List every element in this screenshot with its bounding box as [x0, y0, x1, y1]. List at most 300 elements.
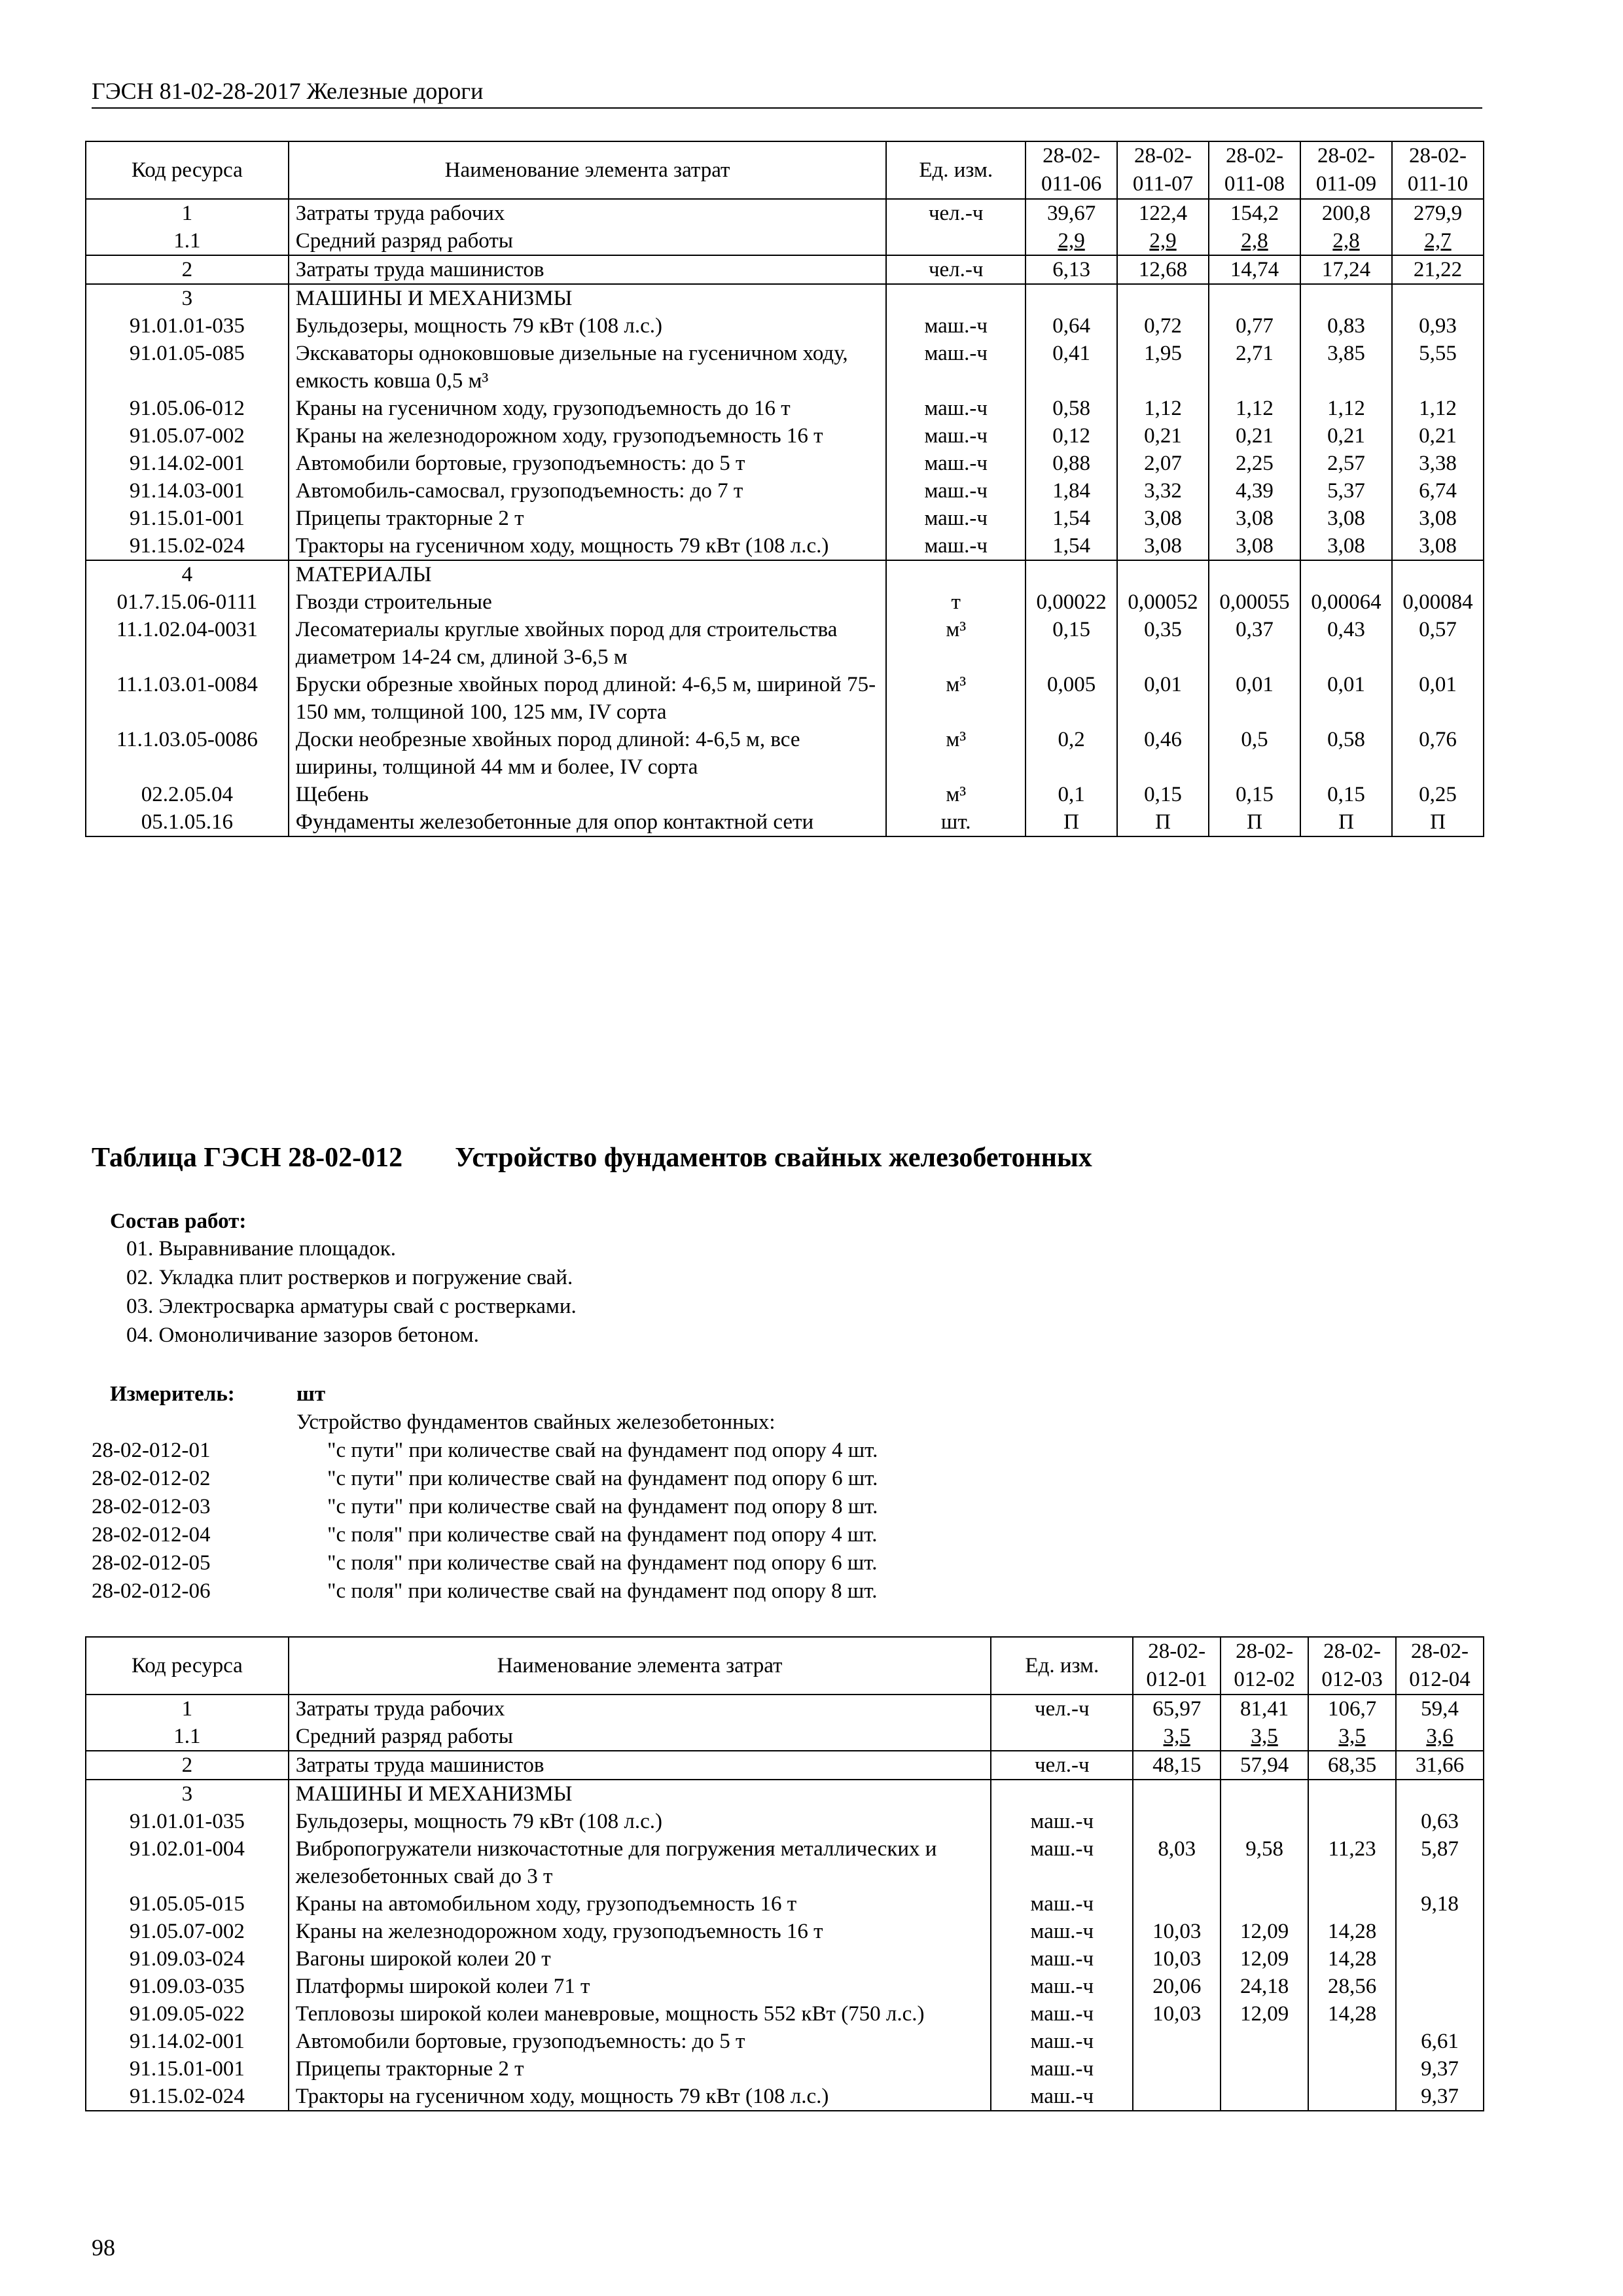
table-cell — [1300, 284, 1392, 312]
table-cell: 0,5 — [1209, 726, 1300, 781]
column-header: Код ресурса — [86, 1637, 289, 1695]
table-row — [86, 1808, 1484, 1835]
table-cell: Краны на гусеничном ходу, грузоподъемность до 16 т — [289, 395, 887, 422]
table-row — [86, 726, 1484, 781]
table-cell: 3,08 — [1300, 532, 1392, 560]
table-cell: 91.05.06-012 — [86, 395, 289, 422]
composition-item: 01. Выравнивание площадок. — [126, 1237, 397, 1261]
table-cell: 91.05.07-002 — [86, 422, 289, 450]
table-cell: Автомобили бортовые, грузоподъемность: до 5 т — [289, 450, 887, 477]
table-cell: 3 — [86, 284, 289, 312]
table-cell: 11.1.03.01-0084 — [86, 671, 289, 726]
measure-text: "с пути" при количестве свай на фундамент под опору 8 шт. — [327, 1495, 878, 1518]
measure-row — [92, 1523, 878, 1547]
table-cell: 3,08 — [1392, 532, 1484, 560]
table-cell — [886, 227, 1026, 255]
table-cell: Бульдозеры, мощность 79 кВт (108 л.с.) — [289, 1808, 991, 1835]
table-cell: 200,8 — [1300, 199, 1392, 227]
table-cell: 3,5 — [1308, 1723, 1396, 1751]
table-cell: 122,4 — [1117, 199, 1209, 227]
table-cell: Бульдозеры, мощность 79 кВт (108 л.с.) — [289, 312, 887, 340]
table-cell — [991, 1723, 1133, 1751]
table-cell: 05.1.05.16 — [86, 808, 289, 836]
table-cell: 91.01.01-035 — [86, 312, 289, 340]
measure-text: "с пути" при количестве свай на фундамент под опору 4 шт. — [327, 1439, 878, 1462]
table-cell — [1221, 2055, 1308, 2083]
table-cell: 2,9 — [1026, 227, 1117, 255]
table-row — [86, 477, 1484, 505]
table-cell: 0,46 — [1117, 726, 1209, 781]
table-cell: чел.-ч — [886, 255, 1026, 284]
table-cell — [1300, 560, 1392, 588]
table-cell: 3,08 — [1209, 532, 1300, 560]
table-cell — [1221, 1808, 1308, 1835]
table-row — [86, 284, 1484, 312]
table-cell: 91.15.01-001 — [86, 505, 289, 532]
measure-text: "с пути" при количестве свай на фундамент под опору 6 шт. — [327, 1467, 878, 1490]
measure-code: 28-02-012-03 — [92, 1495, 211, 1518]
table-cell: 106,7 — [1308, 1695, 1396, 1723]
table-cell: 28,56 — [1308, 1973, 1396, 2000]
table-cell: 91.02.01-004 — [86, 1835, 289, 1890]
table-cell: 9,58 — [1221, 1835, 1308, 1890]
table-cell: 5,55 — [1392, 340, 1484, 395]
column-header: Код ресурса — [86, 141, 289, 199]
measure-heading: Измеритель: — [110, 1382, 235, 1406]
table-cell: 3,32 — [1117, 477, 1209, 505]
table-cell: 3,85 — [1300, 340, 1392, 395]
table-row — [86, 450, 1484, 477]
table-cell: 91.05.07-002 — [86, 1918, 289, 1945]
table-row — [86, 781, 1484, 808]
table-cell: МАШИНЫ И МЕХАНИЗМЫ — [289, 1780, 991, 1808]
table-cell: 1,95 — [1117, 340, 1209, 395]
measure-description: Устройство фундаментов свайных железобетонных: — [296, 1410, 776, 1434]
table-cell: 1.1 — [86, 227, 289, 255]
table-cell: 57,94 — [1221, 1751, 1308, 1780]
table-cell: 0,83 — [1300, 312, 1392, 340]
table-cell: 2,9 — [1117, 227, 1209, 255]
table-cell: 2,25 — [1209, 450, 1300, 477]
column-header: Ед. изм. — [991, 1637, 1133, 1695]
table-row — [86, 1723, 1484, 1751]
table-cell: 3,38 — [1392, 450, 1484, 477]
column-header: 28-02-012-04 — [1396, 1637, 1484, 1695]
resource-table-28-02-011 — [85, 141, 1484, 837]
table-caption-label: Таблица ГЭСН 28-02-012 — [92, 1143, 403, 1173]
table-cell: Лесоматериалы круглые хвойных пород для строительства диаметром 14-24 см, длиной 3-6,5 м — [289, 616, 887, 671]
table-cell: 0,01 — [1117, 671, 1209, 726]
table-cell: Прицепы тракторные 2 т — [289, 505, 887, 532]
table-cell: П — [1117, 808, 1209, 836]
table-cell: 91.05.05-015 — [86, 1890, 289, 1918]
table-row — [86, 588, 1484, 616]
table-row — [86, 560, 1484, 588]
table-row — [86, 422, 1484, 450]
table-cell: 0,88 — [1026, 450, 1117, 477]
table-cell: 14,28 — [1308, 1918, 1396, 1945]
table-row — [86, 1780, 1484, 1808]
table-cell: 0,00052 — [1117, 588, 1209, 616]
table-cell: 91.01.01-035 — [86, 1808, 289, 1835]
table-cell: чел.-ч — [886, 199, 1026, 227]
page-number: 98 — [92, 2234, 115, 2261]
table-row — [86, 199, 1484, 227]
table-row — [86, 1945, 1484, 1973]
table-cell — [886, 284, 1026, 312]
table-cell: 2,07 — [1117, 450, 1209, 477]
table-cell: 2 — [86, 255, 289, 284]
table-cell: маш.-ч — [886, 312, 1026, 340]
table-cell: 0,00064 — [1300, 588, 1392, 616]
table-cell — [1396, 1945, 1484, 1973]
table-cell — [991, 1780, 1133, 1808]
table-cell: Фундаменты железобетонные для опор контактной сети — [289, 808, 887, 836]
table-cell: 0,15 — [1117, 781, 1209, 808]
table-cell — [1308, 2028, 1396, 2055]
table-row — [86, 255, 1484, 284]
table-cell: 65,97 — [1133, 1695, 1221, 1723]
table-cell: 9,37 — [1396, 2083, 1484, 2111]
table-cell: П — [1392, 808, 1484, 836]
measure-text: "с поля" при количестве свай на фундамент под опору 4 шт. — [327, 1523, 878, 1547]
column-header: 28-02-011-06 — [1026, 141, 1117, 199]
table-cell: Тракторы на гусеничном ходу, мощность 79 кВт (108 л.с.) — [289, 532, 887, 560]
column-header: 28-02-012-02 — [1221, 1637, 1308, 1695]
table-cell: маш.-ч — [886, 340, 1026, 395]
table-cell — [1133, 2028, 1221, 2055]
measure-text: "с поля" при количестве свай на фундамент под опору 8 шт. — [327, 1579, 878, 1603]
table-cell: П — [1300, 808, 1392, 836]
table-cell: 0,01 — [1300, 671, 1392, 726]
table-cell: 0,21 — [1392, 422, 1484, 450]
table-cell — [1396, 1918, 1484, 1945]
table-cell: 11,23 — [1308, 1835, 1396, 1890]
table-cell: 14,74 — [1209, 255, 1300, 284]
table-cell: маш.-ч — [991, 1890, 1133, 1918]
table-row — [86, 340, 1484, 395]
table-row — [86, 1973, 1484, 2000]
table-cell: 1 — [86, 199, 289, 227]
table-cell: 24,18 — [1221, 1973, 1308, 2000]
table-row — [86, 395, 1484, 422]
table-cell: Вибропогружатели низкочастотные для погружения металлических и железобетонных свай до 3 т — [289, 1835, 991, 1890]
table-cell: чел.-ч — [991, 1695, 1133, 1723]
table-cell: 0,15 — [1209, 781, 1300, 808]
table-row — [86, 671, 1484, 726]
table-cell: 02.2.05.04 — [86, 781, 289, 808]
table-row — [86, 2083, 1484, 2111]
table-cell: маш.-ч — [991, 2028, 1133, 2055]
table-cell: чел.-ч — [991, 1751, 1133, 1780]
table-cell: 0,35 — [1117, 616, 1209, 671]
table-cell: 1,12 — [1392, 395, 1484, 422]
table-cell: 14,28 — [1308, 1945, 1396, 1973]
table-body — [86, 1695, 1484, 2111]
table-cell: Тракторы на гусеничном ходу, мощность 79 кВт (108 л.с.) — [289, 2083, 991, 2111]
measure-code: 28-02-012-04 — [92, 1523, 211, 1547]
table-cell: Затраты труда рабочих — [289, 1695, 991, 1723]
table-cell — [1308, 1780, 1396, 1808]
table-cell: 1.1 — [86, 1723, 289, 1751]
table-cell: 9,18 — [1396, 1890, 1484, 1918]
table-cell: Средний разряд работы — [289, 1723, 991, 1751]
table-cell: 3,08 — [1117, 532, 1209, 560]
table-cell: 9,37 — [1396, 2055, 1484, 2083]
table-cell: 91.15.01-001 — [86, 2055, 289, 2083]
table-cell: 1,12 — [1209, 395, 1300, 422]
table-cell: 1 — [86, 1695, 289, 1723]
table-cell: 6,13 — [1026, 255, 1117, 284]
table-cell — [886, 560, 1026, 588]
table-cell: 0,76 — [1392, 726, 1484, 781]
table-cell: 1,84 — [1026, 477, 1117, 505]
table-cell — [1392, 284, 1484, 312]
table-cell: маш.-ч — [991, 1973, 1133, 2000]
table-cell: 154,2 — [1209, 199, 1300, 227]
table-cell — [1221, 1890, 1308, 1918]
table-cell: 0,25 — [1392, 781, 1484, 808]
table-caption — [92, 1142, 1092, 1174]
measure-unit: шт — [296, 1382, 326, 1406]
table-row — [86, 808, 1484, 836]
table-cell: 11.1.02.04-0031 — [86, 616, 289, 671]
measure-row — [92, 1495, 878, 1519]
table-cell: 17,24 — [1300, 255, 1392, 284]
table-cell: МАТЕРИАЛЫ — [289, 560, 887, 588]
table-cell: 0,63 — [1396, 1808, 1484, 1835]
table-cell: Вагоны широкой колеи 20 т — [289, 1945, 991, 1973]
table-row — [86, 2000, 1484, 2028]
table-cell: маш.-ч — [886, 395, 1026, 422]
table-cell: 0,12 — [1026, 422, 1117, 450]
table-cell — [1396, 1973, 1484, 2000]
table-cell: Бруски обрезные хвойных пород длиной: 4-6,5 м, шириной 75-150 мм, толщиной 100, 125 мм, IV сорта — [289, 671, 887, 726]
table-row — [86, 312, 1484, 340]
table-cell: Затраты труда машинистов — [289, 255, 887, 284]
table-cell: маш.-ч — [886, 450, 1026, 477]
table-cell: 0,00022 — [1026, 588, 1117, 616]
table-cell: Прицепы тракторные 2 т — [289, 2055, 991, 2083]
column-header: Наименование элемента затрат — [289, 141, 887, 199]
column-header: 28-02-011-09 — [1300, 141, 1392, 199]
table-cell: Средний разряд работы — [289, 227, 887, 255]
table-cell: 91.15.02-024 — [86, 532, 289, 560]
table-cell: 3,6 — [1396, 1723, 1484, 1751]
table-cell — [1133, 1780, 1221, 1808]
table-cell: маш.-ч — [886, 477, 1026, 505]
table-cell: маш.-ч — [991, 2083, 1133, 2111]
column-header: 28-02-011-10 — [1392, 141, 1484, 199]
table-cell — [1396, 1780, 1484, 1808]
table-cell: 6,74 — [1392, 477, 1484, 505]
table-cell: 2,57 — [1300, 450, 1392, 477]
table-row — [86, 1918, 1484, 1945]
table-cell: 0,37 — [1209, 616, 1300, 671]
table-cell: 2,8 — [1209, 227, 1300, 255]
table-cell: 1,54 — [1026, 505, 1117, 532]
table-cell: Краны на железнодорожном ходу, грузоподъемность 16 т — [289, 422, 887, 450]
measure-row — [92, 1439, 878, 1463]
table-cell: Затраты труда рабочих — [289, 199, 887, 227]
table-cell: 12,68 — [1117, 255, 1209, 284]
table-cell: 0,77 — [1209, 312, 1300, 340]
table-cell: 48,15 — [1133, 1751, 1221, 1780]
column-header: 28-02-012-01 — [1133, 1637, 1221, 1695]
table-cell: 14,28 — [1308, 2000, 1396, 2028]
table-cell: 01.7.15.06-0111 — [86, 588, 289, 616]
table-cell: 4 — [86, 560, 289, 588]
table-cell: 0,01 — [1392, 671, 1484, 726]
table-cell: 0,64 — [1026, 312, 1117, 340]
table-cell: 91.14.03-001 — [86, 477, 289, 505]
table-cell: 4,39 — [1209, 477, 1300, 505]
table-cell: 0,93 — [1392, 312, 1484, 340]
table-cell — [1026, 560, 1117, 588]
table-cell: 0,01 — [1209, 671, 1300, 726]
composition-item: 04. Омоноличивание зазоров бетоном. — [126, 1323, 479, 1347]
measure-code: 28-02-012-01 — [92, 1439, 211, 1462]
table-cell: 6,61 — [1396, 2028, 1484, 2055]
table-cell: 91.09.05-022 — [86, 2000, 289, 2028]
table-cell: 1,12 — [1300, 395, 1392, 422]
table-cell: Краны на железнодорожном ходу, грузоподъемность 16 т — [289, 1918, 991, 1945]
table-cell: шт. — [886, 808, 1026, 836]
table-cell: 3 — [86, 1780, 289, 1808]
table-cell — [1221, 2083, 1308, 2111]
table-cell: 0,15 — [1026, 616, 1117, 671]
composition-item: 02. Укладка плит ростверков и погружение свай. — [126, 1266, 573, 1289]
column-header: 28-02-011-08 — [1209, 141, 1300, 199]
table-cell: 3,5 — [1221, 1723, 1308, 1751]
table-cell: Краны на автомобильном ходу, грузоподъемность 16 т — [289, 1890, 991, 1918]
table-cell: 68,35 — [1308, 1751, 1396, 1780]
table-cell: м³ — [886, 671, 1026, 726]
table-cell: маш.-ч — [991, 1835, 1133, 1890]
table-cell: м³ — [886, 616, 1026, 671]
table-cell: маш.-ч — [991, 1945, 1133, 1973]
running-header: ГЭСН 81-02-28-2017 Железные дороги — [92, 77, 1482, 109]
table-row — [86, 616, 1484, 671]
table-cell: маш.-ч — [886, 532, 1026, 560]
table-cell: 3,5 — [1133, 1723, 1221, 1751]
table-cell: 0,72 — [1117, 312, 1209, 340]
table-cell: 81,41 — [1221, 1695, 1308, 1723]
table-row — [86, 2055, 1484, 2083]
table-cell: 5,37 — [1300, 477, 1392, 505]
table-cell: П — [1209, 808, 1300, 836]
table-cell: маш.-ч — [991, 1918, 1133, 1945]
table-cell: 0,21 — [1300, 422, 1392, 450]
table-cell: Платформы широкой колеи 71 т — [289, 1973, 991, 2000]
table-cell — [1026, 284, 1117, 312]
measure-row — [92, 1579, 878, 1604]
table-cell: 2,71 — [1209, 340, 1300, 395]
table-caption-title: Устройство фундаментов свайных железобетонных — [455, 1143, 1092, 1173]
table-cell: 0,21 — [1117, 422, 1209, 450]
table-cell: Затраты труда машинистов — [289, 1751, 991, 1780]
measure-code: 28-02-012-06 — [92, 1579, 211, 1603]
table-cell: 0,57 — [1392, 616, 1484, 671]
table-cell — [1392, 560, 1484, 588]
table-cell: 59,4 — [1396, 1695, 1484, 1723]
table-cell: 0,58 — [1026, 395, 1117, 422]
table-cell: 0,21 — [1209, 422, 1300, 450]
table-header-row — [86, 141, 1484, 199]
table-cell: 1,54 — [1026, 532, 1117, 560]
table-cell: маш.-ч — [886, 422, 1026, 450]
table-cell: 0,2 — [1026, 726, 1117, 781]
column-header: Наименование элемента затрат — [289, 1637, 991, 1695]
table-row — [86, 1695, 1484, 1723]
table-cell: маш.-ч — [886, 505, 1026, 532]
table-cell — [1221, 1780, 1308, 1808]
table-cell: П — [1026, 808, 1117, 836]
table-cell: 2 — [86, 1751, 289, 1780]
table-cell: 12,09 — [1221, 2000, 1308, 2028]
table-cell: м³ — [886, 726, 1026, 781]
table-header-row — [86, 1637, 1484, 1695]
table-cell: 2,7 — [1392, 227, 1484, 255]
resource-table-28-02-012 — [85, 1636, 1484, 2111]
table-cell — [1308, 1808, 1396, 1835]
table-cell: 5,87 — [1396, 1835, 1484, 1890]
column-header: 28-02-011-07 — [1117, 141, 1209, 199]
table-cell: маш.-ч — [991, 2000, 1133, 2028]
table-cell — [1117, 284, 1209, 312]
table-cell: маш.-ч — [991, 2055, 1133, 2083]
table-cell: 0,005 — [1026, 671, 1117, 726]
table-cell: 279,9 — [1392, 199, 1484, 227]
table-cell — [1117, 560, 1209, 588]
table-cell: 91.01.05-085 — [86, 340, 289, 395]
table-cell: 91.09.03-035 — [86, 1973, 289, 2000]
table-cell: 3,08 — [1300, 505, 1392, 532]
table-row — [86, 1890, 1484, 1918]
table-cell: т — [886, 588, 1026, 616]
table-cell — [1221, 2028, 1308, 2055]
table-cell: 31,66 — [1396, 1751, 1484, 1780]
table-row — [86, 1751, 1484, 1780]
table-cell: Доски необрезные хвойных пород длиной: 4-6,5 м, все ширины, толщиной 44 мм и более, IV сорта — [289, 726, 887, 781]
table-cell: Автомобиль-самосвал, грузоподъемность: до 7 т — [289, 477, 887, 505]
table-row — [86, 2028, 1484, 2055]
measure-text: "с поля" при количестве свай на фундамент под опору 6 шт. — [327, 1551, 878, 1575]
column-header: Ед. изм. — [886, 141, 1026, 199]
table-cell: 21,22 — [1392, 255, 1484, 284]
table-body — [86, 199, 1484, 836]
table-cell — [1396, 2000, 1484, 2028]
table-cell: Экскаваторы одноковшовые дизельные на гусеничном ходу, емкость ковша 0,5 м³ — [289, 340, 887, 395]
table-cell: 3,08 — [1117, 505, 1209, 532]
measure-code: 28-02-012-05 — [92, 1551, 211, 1575]
table-cell — [1209, 560, 1300, 588]
table-row — [86, 1835, 1484, 1890]
table-cell: 2,8 — [1300, 227, 1392, 255]
table-cell: 12,09 — [1221, 1945, 1308, 1973]
table-row — [86, 505, 1484, 532]
table-cell: маш.-ч — [991, 1808, 1133, 1835]
table-cell: 1,12 — [1117, 395, 1209, 422]
table-cell: 10,03 — [1133, 2000, 1221, 2028]
table-cell — [1209, 284, 1300, 312]
table-cell — [1308, 2083, 1396, 2111]
table-cell: 0,15 — [1300, 781, 1392, 808]
table-cell — [1308, 2055, 1396, 2083]
table-cell: м³ — [886, 781, 1026, 808]
table-cell — [1133, 2055, 1221, 2083]
table-cell — [1133, 1808, 1221, 1835]
